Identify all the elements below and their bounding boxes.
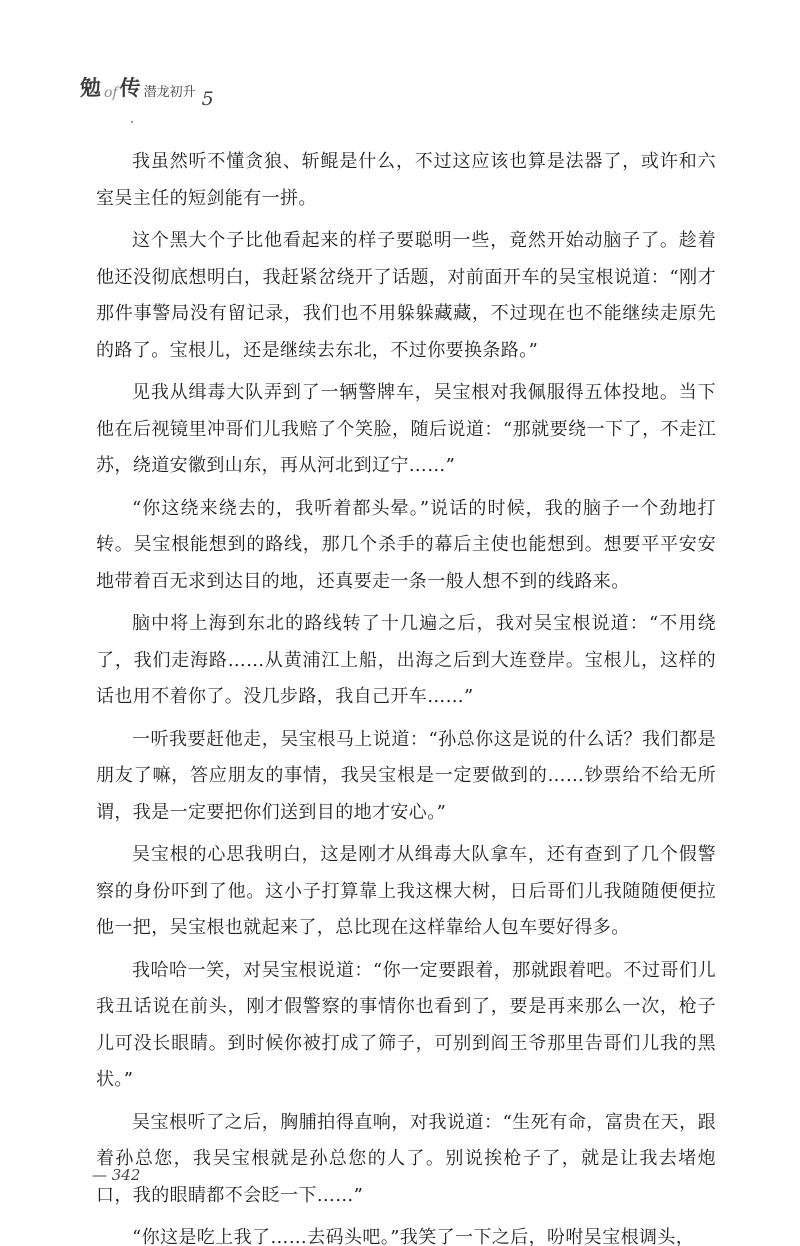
print-speck [131, 121, 133, 123]
paragraph: 我哈哈一笑，对吴宝根说道：“你一定要跟着，那就跟着吧。不过哥们儿我丑话说在前头，刚才假警察的事情你也看到了，要是再来那么一次，枪子儿可没长眼睛。到时候你被打成了筛子，可别到阎王爷那里告哥们儿我的黑状。” [96, 959, 716, 1090]
page-number: — 342 [92, 1166, 141, 1184]
paragraph: 一听我要赶他走，吴宝根马上说道：“孙总你这是说的什么话？我们都是朋友了嘛，答应朋友的事情，我吴宝根是一定要做到的……钞票给不给无所谓，我是一定要把你们送到目的地才安心。” [96, 728, 716, 823]
paragraph: 脑中将上海到东北的路线转了十几遍之后，我对吴宝根说道：“不用绕了，我们走海路……从黄浦江上船，出海之后到大连登岸。宝根儿，这样的话也用不着你了。没几步路，我自己开车……” [96, 613, 716, 707]
header-title-char-2: 传 [119, 75, 142, 100]
body-text [96, 144, 716, 1246]
paragraph: 见我从缉毒大队弄到了一辆警牌车，吴宝根对我佩服得五体投地。当下他在后视镜里冲哥们儿我赔了个笑脸，随后说道：“那就要绕一下了，不走江苏，绕道安徽到山东，再从河北到辽宁……” [96, 382, 716, 476]
paragraph: “你这绕来绕去的，我听着都头晕。”说话的时候，我的脑子一个劲地打转。吴宝根能想到的路线，那几个杀手的幕后主使也能想到。想要平平安安地带着百无求到达目的地，还真要走一条一般人想不到的线路来。 [96, 497, 716, 592]
paragraph: 吴宝根听了之后，胸脯拍得直响，对我说道：“生死有命，富贵在天，跟着孙总您，我吴宝根就是孙总您的人了。别说挨枪子了，就是让我去堵炮口，我的眼睛都不会眨一下……” [96, 1111, 716, 1206]
paragraph: 我虽然听不懂贪狼、斩鲲是什么，不过这应该也算是法器了，或许和六室吴主任的短剑能有一拼。 [96, 151, 716, 209]
header-subtitle: 潜龙初升 [143, 85, 196, 100]
header-decorative-mark: of [104, 85, 118, 101]
paragraph: 吴宝根的心思我明白，这是刚才从缉毒大队拿车，还有查到了几个假警察的身份吓到了他。这小子打算靠上我这棵大树，日后哥们儿我随随便便拉他一把，吴宝根也就起来了，总比现在这样靠给人包车要好得多。 [96, 844, 716, 938]
paragraph: “你这是吃上我了……去码头吧。”我笑了一下之后，吩咐吴宝根调头， [132, 1227, 695, 1246]
header-title-char-1: 勉 [80, 75, 102, 100]
paragraph: 这个黑大个子比他看起来的样子要聪明一些，竟然开始动脑子了。趁着他还没彻底想明白，我赶紧岔绕开了话题，对前面开车的吴宝根说道：“刚才那件事警局没有留记录，我们也不用躲躲藏藏，不过现在也不能继续走原先的路了。宝根儿，还是继续去东北，不过你要换条路。” [96, 230, 716, 361]
header-volume-number: 5 [201, 88, 214, 110]
running-header [80, 66, 214, 110]
